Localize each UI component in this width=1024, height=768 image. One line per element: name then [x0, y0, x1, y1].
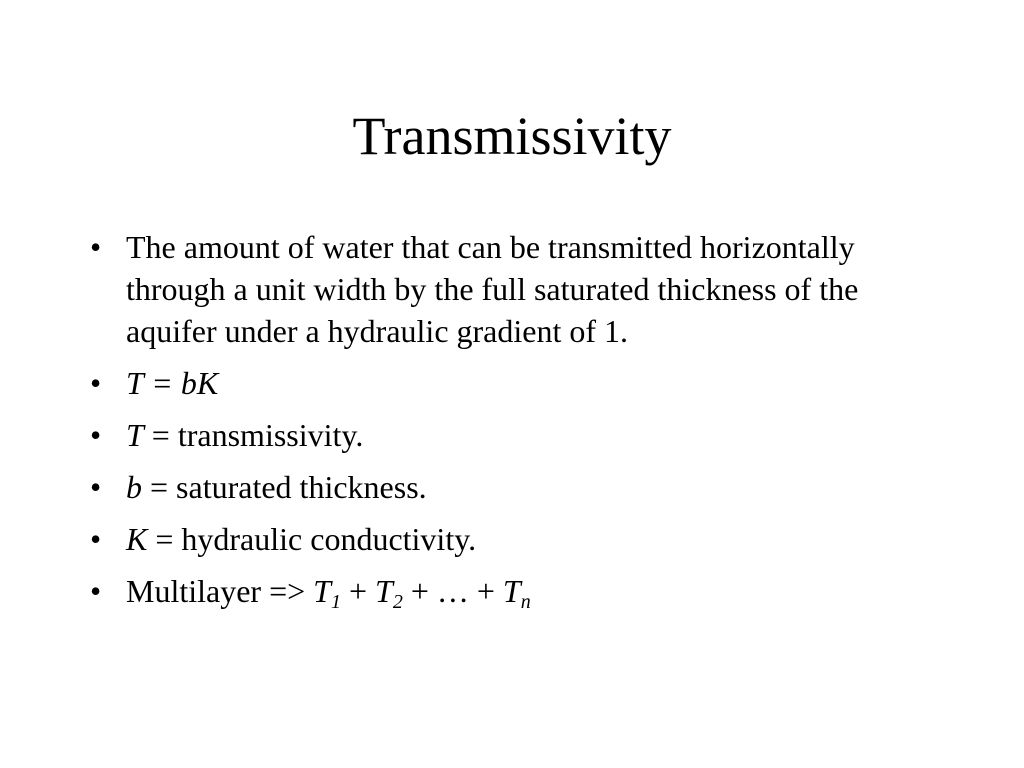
multilayer-t2-subscript: 2 [392, 591, 403, 613]
t-symbol: T [126, 417, 144, 453]
k-definition-text: = hydraulic conductivity. [147, 521, 477, 557]
bullet-icon: • [90, 229, 102, 265]
bullet-list [90, 226, 890, 622]
k-symbol: K [126, 521, 148, 557]
b-symbol: b [126, 469, 142, 505]
multilayer-tn: T [502, 573, 521, 609]
equation-rhs: bK [180, 365, 219, 401]
multilayer-t1: T [313, 573, 331, 609]
multilayer-t2: T [375, 573, 393, 609]
bullet-icon: • [90, 365, 102, 401]
multilayer-plus-ellipsis: + … + [402, 573, 503, 609]
definition-text: The amount of water that can be transmitted horizontally through a unit width by the full saturated thickness of the aquifer under a hydraulic gradient of 1. [126, 229, 859, 349]
multilayer-label: Multilayer => [126, 573, 314, 609]
bullet-k-definition [90, 518, 890, 560]
bullet-definition [90, 226, 890, 352]
bullet-multilayer [90, 570, 890, 612]
bullet-equation [90, 362, 890, 404]
bullet-icon: • [90, 573, 102, 609]
equation-lhs: T [126, 365, 144, 401]
bullet-t-definition [90, 414, 890, 456]
bullet-icon: • [90, 469, 102, 505]
equation-equals: = [143, 365, 181, 401]
slide-title: Transmissivity [352, 106, 672, 166]
bullet-b-definition [90, 466, 890, 508]
multilayer-t1-subscript: 1 [330, 591, 341, 613]
bullet-icon: • [90, 417, 102, 453]
bullet-icon: • [90, 521, 102, 557]
b-definition-text: = saturated thickness. [142, 469, 427, 505]
multilayer-plus-1: + [340, 573, 376, 609]
multilayer-tn-subscript: n [520, 591, 531, 613]
t-definition-text: = transmissivity. [143, 417, 364, 453]
